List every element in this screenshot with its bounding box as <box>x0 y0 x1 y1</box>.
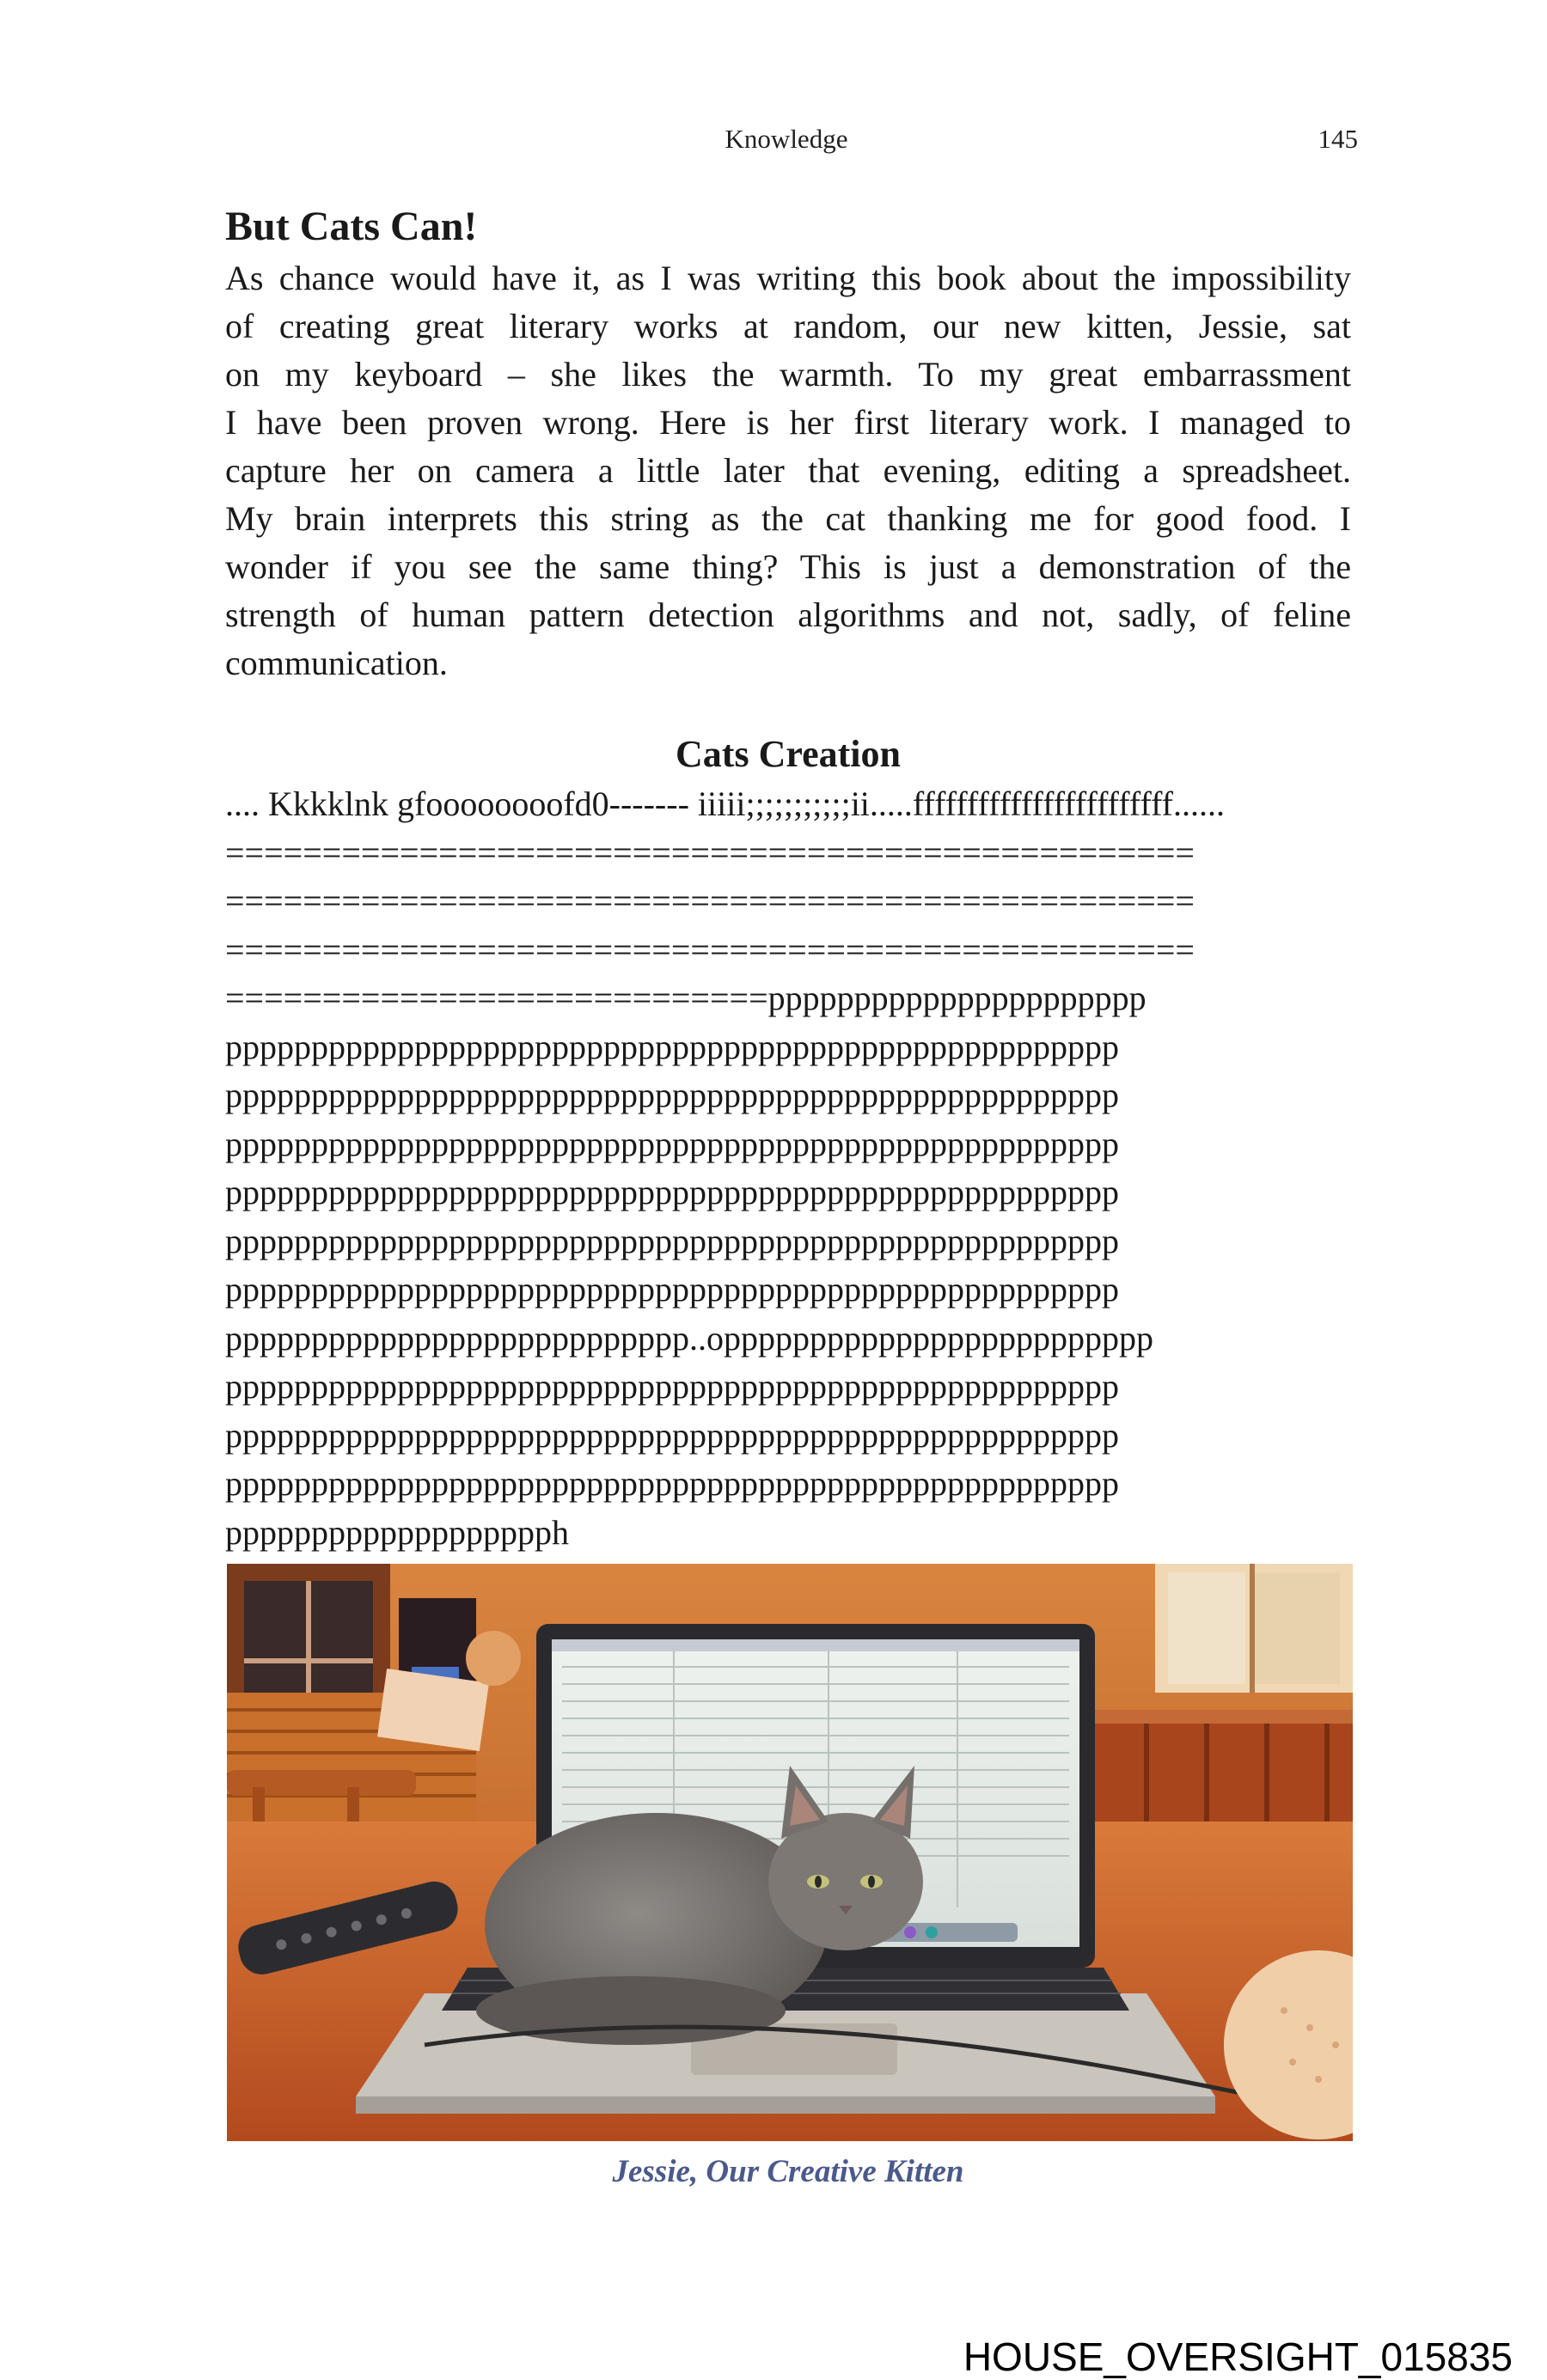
paragraph-line: wonder if you see the same thing? This is just a demonstration of the <box>225 547 1351 586</box>
cats-creation-heading: Cats Creation <box>676 733 901 775</box>
cat-text-line: ================================================== <box>225 882 1195 920</box>
figure-caption: Jessie, Our Creative Kitten <box>612 2154 964 2189</box>
cat-text-line: pppppppppppppppppppppppppppppppppppppppppppppppppppp <box>225 1415 1119 1455</box>
paragraph-line: capture her on camera a little later that evening, editing a spreadsheet. <box>225 451 1351 490</box>
cat-text-line: ================================================== <box>225 833 1195 872</box>
cat-text-line: pppppppppppppppppppppppppppppppppppppppppppppppppppp <box>225 1270 1119 1309</box>
paragraph-line: I have been proven wrong. Here is her first literary work. I managed to <box>225 403 1351 442</box>
cat-text-line: ================================================== <box>225 930 1195 969</box>
cat-text-line: ppppppppppppppppppppppppppp..oppppppppppppppppppppppppp <box>225 1318 1153 1358</box>
paragraph-line: on my keyboard – she likes the warmth. To my great embarrassment <box>225 355 1351 394</box>
paragraph-line: My brain interprets this string as the cat thanking me for good food. I <box>225 499 1351 538</box>
cat-text-line: pppppppppppppppppppppppppppppppppppppppppppppppppppp <box>225 1027 1119 1066</box>
cat-text-line: pppppppppppppppppppppppppppppppppppppppppppppppppppp <box>225 1367 1119 1406</box>
cat-text-line: pppppppppppppppppppppppppppppppppppppppppppppppppppp <box>225 1464 1119 1503</box>
cat-text-line: pppppppppppppppppppppppppppppppppppppppppppppppppppp <box>225 1221 1119 1260</box>
paragraph-line: of creating great literary works at random, our new kitten, Jessie, sat <box>225 307 1351 345</box>
section-heading: But Cats Can! <box>225 204 478 249</box>
kitten-on-laptop-photo <box>227 1564 1353 2141</box>
paragraph-line: As chance would have it, as I was writing this book about the impossibility <box>225 259 1351 297</box>
cat-text-line: pppppppppppppppppppppppppppppppppppppppppppppppppppp <box>225 1124 1119 1163</box>
paragraph-line: strength of human pattern detection algorithms and not, sadly, of feline <box>225 595 1351 634</box>
cat-text-line: pppppppppppppppppppppppppppppppppppppppppppppppppppp <box>225 1173 1119 1211</box>
body-paragraph <box>225 254 1351 687</box>
cat-text-line: ============================pppppppppppppppppppppp <box>225 979 1146 1017</box>
paragraph-line: communication. <box>225 644 448 682</box>
cat-text-line: ppppppppppppppppppph <box>225 1512 569 1552</box>
cat-text-line: .... Kkkklnk gfoooooooofd0------- iiiii;;;;;;;;;;;ii.....ffffffffffffffffffffffff...... <box>225 784 1225 823</box>
photo-illustration <box>227 1564 1353 2141</box>
cats-creation-text <box>225 780 1351 1557</box>
cat-text-line: pppppppppppppppppppppppppppppppppppppppppppppppppppp <box>225 1076 1119 1114</box>
running-head: Knowledge <box>725 124 848 154</box>
bates-number: HOUSE_OVERSIGHT_015835 <box>963 2334 1513 2379</box>
page-number: 145 <box>1318 124 1358 154</box>
